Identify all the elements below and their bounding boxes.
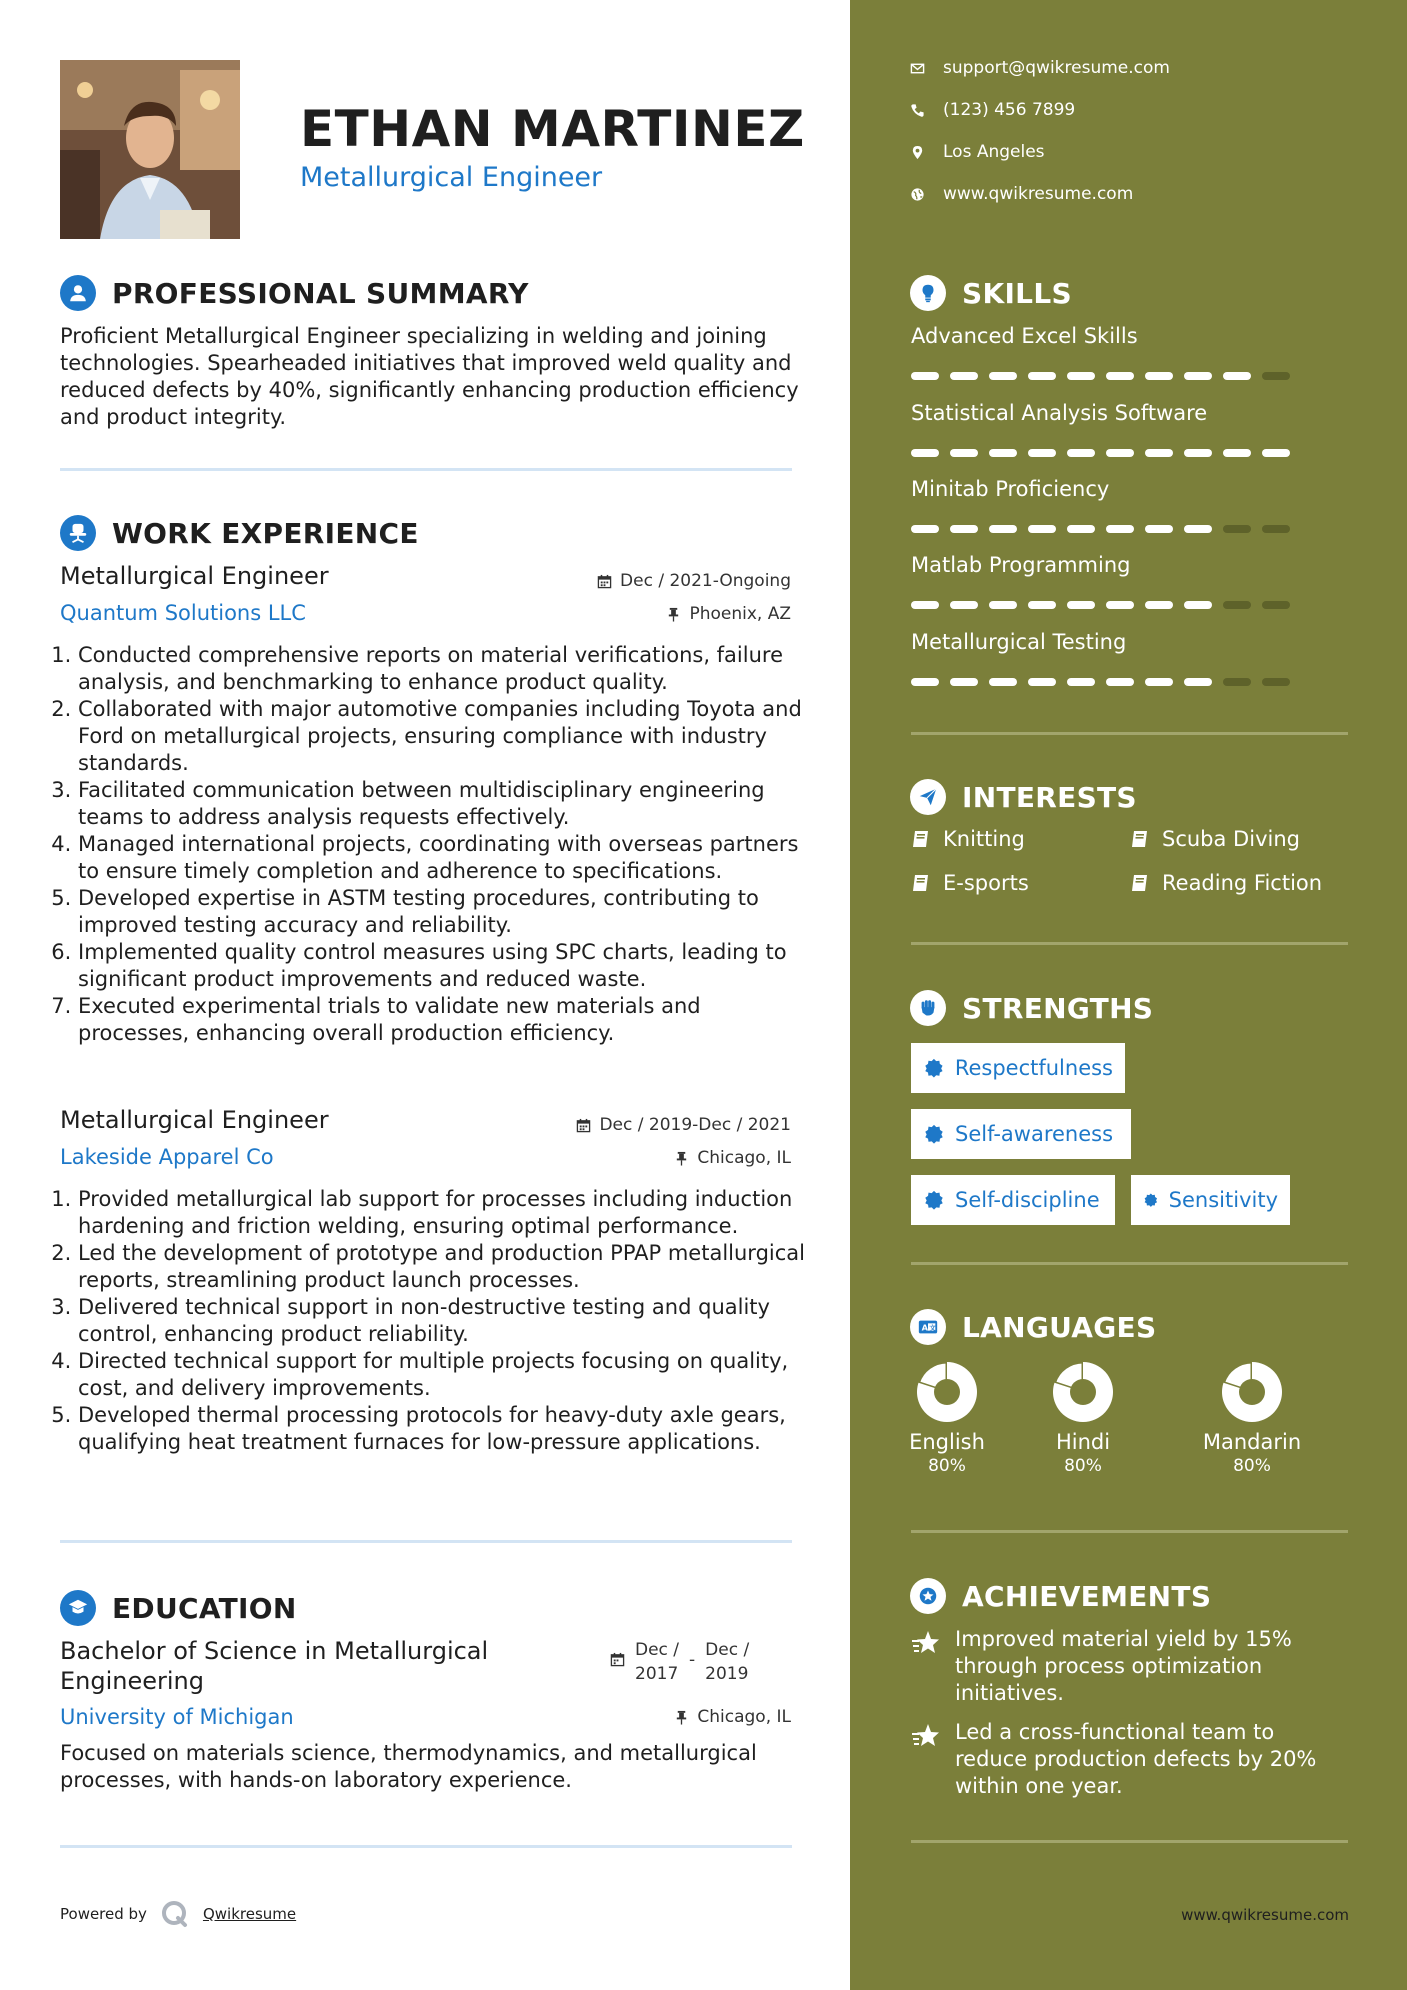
skill-dash-empty	[1223, 525, 1251, 533]
school-name: University of Michigan	[60, 1705, 294, 1729]
language-item: Mandarin 80%	[1192, 1360, 1312, 1476]
skill-dash-filled	[1262, 449, 1290, 457]
sidebar-divider	[911, 1262, 1348, 1265]
skill-dash-filled	[989, 601, 1017, 609]
sidebar-divider	[911, 1530, 1348, 1533]
summary-heading: PROFESSIONAL SUMMARY	[60, 275, 529, 311]
education-heading: EDUCATION	[60, 1590, 297, 1626]
skill-dash-filled	[1028, 525, 1056, 533]
calendar-icon	[597, 574, 612, 589]
skill-dash-filled	[1067, 449, 1095, 457]
pin-icon	[674, 1151, 689, 1166]
skill-name: Metallurgical Testing	[911, 630, 1127, 654]
language-donut	[1220, 1360, 1284, 1424]
calendar-icon	[610, 1652, 625, 1667]
fist-icon	[910, 990, 946, 1026]
skill-dash-filled	[911, 525, 939, 533]
skill-dash-filled	[1223, 372, 1251, 380]
skill-dash-filled	[1106, 372, 1134, 380]
translate-icon	[910, 1309, 946, 1345]
svg-text:A: A	[921, 1322, 928, 1333]
job-dates: Dec / 2019-Dec / 2021	[576, 1115, 791, 1135]
skill-dash-filled	[1028, 678, 1056, 686]
sidebar-divider	[911, 732, 1348, 735]
calendar-icon	[576, 1118, 591, 1133]
summary-text: Proficient Metallurgical Engineer specializing in welding and joining technologies. Spearheaded initiatives that improved weld quality and reduced defects by 40%, significantly enhancing production efficiency and product integrity.	[60, 324, 799, 429]
phone-icon	[910, 103, 925, 118]
skill-dash-filled	[1184, 601, 1212, 609]
skill-dash-filled	[1106, 601, 1134, 609]
user-icon	[60, 275, 96, 311]
job-location: Chicago, IL	[674, 1148, 791, 1168]
list-item: 3. Delivered technical support in non-destructive testing and quality control, enhancing product reliability.	[78, 1294, 818, 1348]
list-item: 4. Directed technical support for multiple projects focusing on quality, cost, and delivery improvements.	[78, 1348, 818, 1402]
skill-dash-filled	[950, 372, 978, 380]
skill-dash-filled	[911, 449, 939, 457]
skill-dash-filled	[1028, 449, 1056, 457]
skill-name: Statistical Analysis Software	[911, 401, 1208, 425]
badge-icon	[923, 1189, 945, 1211]
divider	[60, 1540, 792, 1543]
skill-dash-filled	[989, 372, 1017, 380]
star-icon	[911, 1628, 941, 1658]
list-item: 5. Developed expertise in ASTM testing procedures, contributing to improved testing accuracy and reliability.	[78, 885, 818, 939]
badge-icon	[1143, 1189, 1159, 1211]
skill-dash-filled	[1145, 525, 1173, 533]
sidebar-divider	[911, 1840, 1348, 1843]
map-marker-icon	[910, 145, 925, 160]
languages-heading: A 文 LANGUAGES	[910, 1309, 1156, 1345]
skill-dash-filled	[911, 678, 939, 686]
list-item: 5. Developed thermal processing protocols for heavy-duty axle gears, qualifying heat treatment furnaces for low-pressure applications.	[78, 1402, 818, 1456]
paper-plane-icon	[910, 779, 946, 815]
education-description: Focused on materials science, thermodynamics, and metallurgical processes, with hands-on laboratory experience.	[60, 1741, 757, 1792]
star-icon	[911, 1721, 941, 1751]
footer-powered-by: Powered by Qwikresume	[60, 1900, 296, 1928]
list-item: 2. Led the development of prototype and production PPAP metallurgical reports, streamlining product launch processes.	[78, 1240, 818, 1294]
skill-dash-filled	[1067, 601, 1095, 609]
book-icon	[1130, 829, 1150, 849]
achievements-heading: ACHIEVEMENTS	[910, 1578, 1211, 1614]
badge-icon	[923, 1123, 945, 1145]
skill-dash-filled	[1184, 525, 1212, 533]
skill-name: Minitab Proficiency	[911, 477, 1110, 501]
divider	[60, 468, 792, 471]
strength-chip: Respectfulness	[911, 1043, 1125, 1093]
skill-dash-filled	[1145, 601, 1173, 609]
strength-chip: Self-discipline	[911, 1175, 1115, 1225]
language-donut	[915, 1360, 979, 1424]
book-icon	[1130, 873, 1150, 893]
skill-dash-filled	[1145, 372, 1173, 380]
skill-dash-filled	[950, 678, 978, 686]
education-location: Chicago, IL	[674, 1707, 791, 1727]
language-donut-hole	[1070, 1379, 1096, 1405]
list-item: 3. Facilitated communication between multidisciplinary engineering teams to address analysis requests effectively.	[78, 777, 818, 831]
badge-icon	[923, 1057, 945, 1079]
list-item: 1. Provided metallurgical lab support for processes including induction hardening and friction welding, ensuring optimal performance.	[78, 1186, 818, 1240]
skill-dash-empty	[1223, 601, 1251, 609]
education-end: Dec / 2019	[705, 1640, 750, 1684]
divider	[60, 1845, 792, 1848]
skill-dash-filled	[950, 601, 978, 609]
qwikresume-link[interactable]: Qwikresume	[202, 1905, 297, 1923]
contact-location: Los Angeles	[910, 142, 1045, 162]
skill-dash-filled	[1106, 678, 1134, 686]
skill-meter	[911, 449, 1290, 457]
strengths-heading: STRENGTHS	[910, 990, 1153, 1026]
skill-dash-filled	[950, 525, 978, 533]
interest-item: E-sports	[911, 871, 1029, 895]
education-start: Dec / 2017	[635, 1640, 680, 1684]
svg-text:文: 文	[929, 1323, 936, 1332]
skill-dash-filled	[1028, 372, 1056, 380]
language-donut-hole	[1239, 1379, 1265, 1405]
pin-icon	[674, 1710, 689, 1725]
skill-dash-empty	[1262, 601, 1290, 609]
skill-dash-filled	[1028, 601, 1056, 609]
skill-dash-filled	[989, 678, 1017, 686]
skill-dash-filled	[911, 601, 939, 609]
skill-dash-filled	[911, 372, 939, 380]
lightbulb-icon	[910, 275, 946, 311]
degree-title: Bachelor of Science in Metallurgical Engineering	[60, 1637, 489, 1695]
interest-item: Reading Fiction	[1130, 871, 1322, 895]
star-badge-icon	[910, 1578, 946, 1614]
book-icon	[911, 873, 931, 893]
list-item: 2. Collaborated with major automotive companies including Toyota and Ford on metallurgical projects, ensuring compliance with industry standards.	[78, 696, 818, 777]
skill-name: Matlab Programming	[911, 553, 1131, 577]
skill-meter	[911, 601, 1290, 609]
skill-dash-filled	[1184, 678, 1212, 686]
interest-item: Scuba Diving	[1130, 827, 1300, 851]
skill-dash-filled	[1184, 372, 1212, 380]
company-name: Lakeside Apparel Co	[60, 1145, 274, 1169]
contact-email[interactable]: support@qwikresume.com	[910, 58, 1170, 78]
skill-dash-filled	[1106, 525, 1134, 533]
office-chair-icon	[60, 515, 96, 551]
achievement-item: Improved material yield by 15% through process optimization initiatives.	[911, 1626, 1351, 1707]
qwikresume-logo-icon	[161, 1900, 189, 1928]
skill-dash-filled	[950, 449, 978, 457]
contact-website[interactable]: www.qwikresume.com	[910, 184, 1133, 204]
language-item: Hindi 80%	[1023, 1360, 1143, 1476]
skill-dash-filled	[1145, 449, 1173, 457]
skill-dash-filled	[989, 449, 1017, 457]
skill-dash-filled	[989, 525, 1017, 533]
job-bullets	[60, 1186, 818, 1456]
skill-dash-empty	[1262, 372, 1290, 380]
skill-dash-filled	[1184, 449, 1212, 457]
skill-dash-empty	[1262, 678, 1290, 686]
candidate-role: Metallurgical Engineer	[300, 162, 603, 193]
skill-meter	[911, 372, 1290, 380]
skill-dash-filled	[1106, 449, 1134, 457]
language-donut-hole	[934, 1379, 960, 1405]
language-item: English 80%	[887, 1360, 1007, 1476]
interest-item: Knitting	[911, 827, 1025, 851]
interests-heading: INTERESTS	[910, 779, 1137, 815]
pin-icon	[666, 607, 681, 622]
skill-dash-empty	[1262, 525, 1290, 533]
skill-meter	[911, 678, 1290, 686]
skill-name: Advanced Excel Skills	[911, 324, 1138, 348]
profile-photo	[60, 60, 240, 239]
achievement-item: Led a cross-functional team to reduce production defects by 20% within one year.	[911, 1719, 1351, 1800]
job-title: Metallurgical Engineer	[60, 1106, 329, 1134]
footer-site[interactable]: www.qwikresume.com	[1181, 1906, 1349, 1924]
list-item: 7. Executed experimental trials to validate new materials and processes, enhancing overall production efficiency.	[78, 993, 818, 1047]
experience-heading: WORK EXPERIENCE	[60, 515, 419, 551]
candidate-name: ETHAN MARTINEZ	[300, 100, 805, 158]
skill-dash-empty	[1223, 678, 1251, 686]
job-location: Phoenix, AZ	[666, 604, 791, 624]
graduate-icon	[60, 1590, 96, 1626]
envelope-icon	[910, 61, 925, 76]
contact-phone[interactable]: (123) 456 7899	[910, 100, 1075, 120]
language-donut	[1051, 1360, 1115, 1424]
globe-icon	[910, 187, 925, 202]
skill-dash-filled	[1223, 449, 1251, 457]
strength-chip: Sensitivity	[1131, 1175, 1290, 1225]
list-item: 4. Managed international projects, coordinating with overseas partners to ensure timely completion and adherence to specifications.	[78, 831, 818, 885]
skill-dash-filled	[1067, 372, 1095, 380]
skill-dash-filled	[1067, 525, 1095, 533]
skill-dash-filled	[1067, 678, 1095, 686]
company-name: Quantum Solutions LLC	[60, 601, 306, 625]
list-item: 1. Conducted comprehensive reports on material verifications, failure analysis, and benchmarking to enhance product quality.	[78, 642, 818, 696]
job-bullets	[60, 642, 818, 1047]
list-item: 6. Implemented quality control measures using SPC charts, leading to significant product improvements and reduced waste.	[78, 939, 818, 993]
book-icon	[911, 829, 931, 849]
sidebar-divider	[911, 942, 1348, 945]
job-title: Metallurgical Engineer	[60, 562, 329, 590]
skill-dash-filled	[1145, 678, 1173, 686]
skill-meter	[911, 525, 1290, 533]
skills-heading: SKILLS	[910, 275, 1072, 311]
education-dates: Dec / 2017 - Dec / 2019	[610, 1638, 749, 1686]
strength-chip: Self-awareness	[911, 1109, 1131, 1159]
job-dates: Dec / 2021-Ongoing	[597, 571, 791, 591]
